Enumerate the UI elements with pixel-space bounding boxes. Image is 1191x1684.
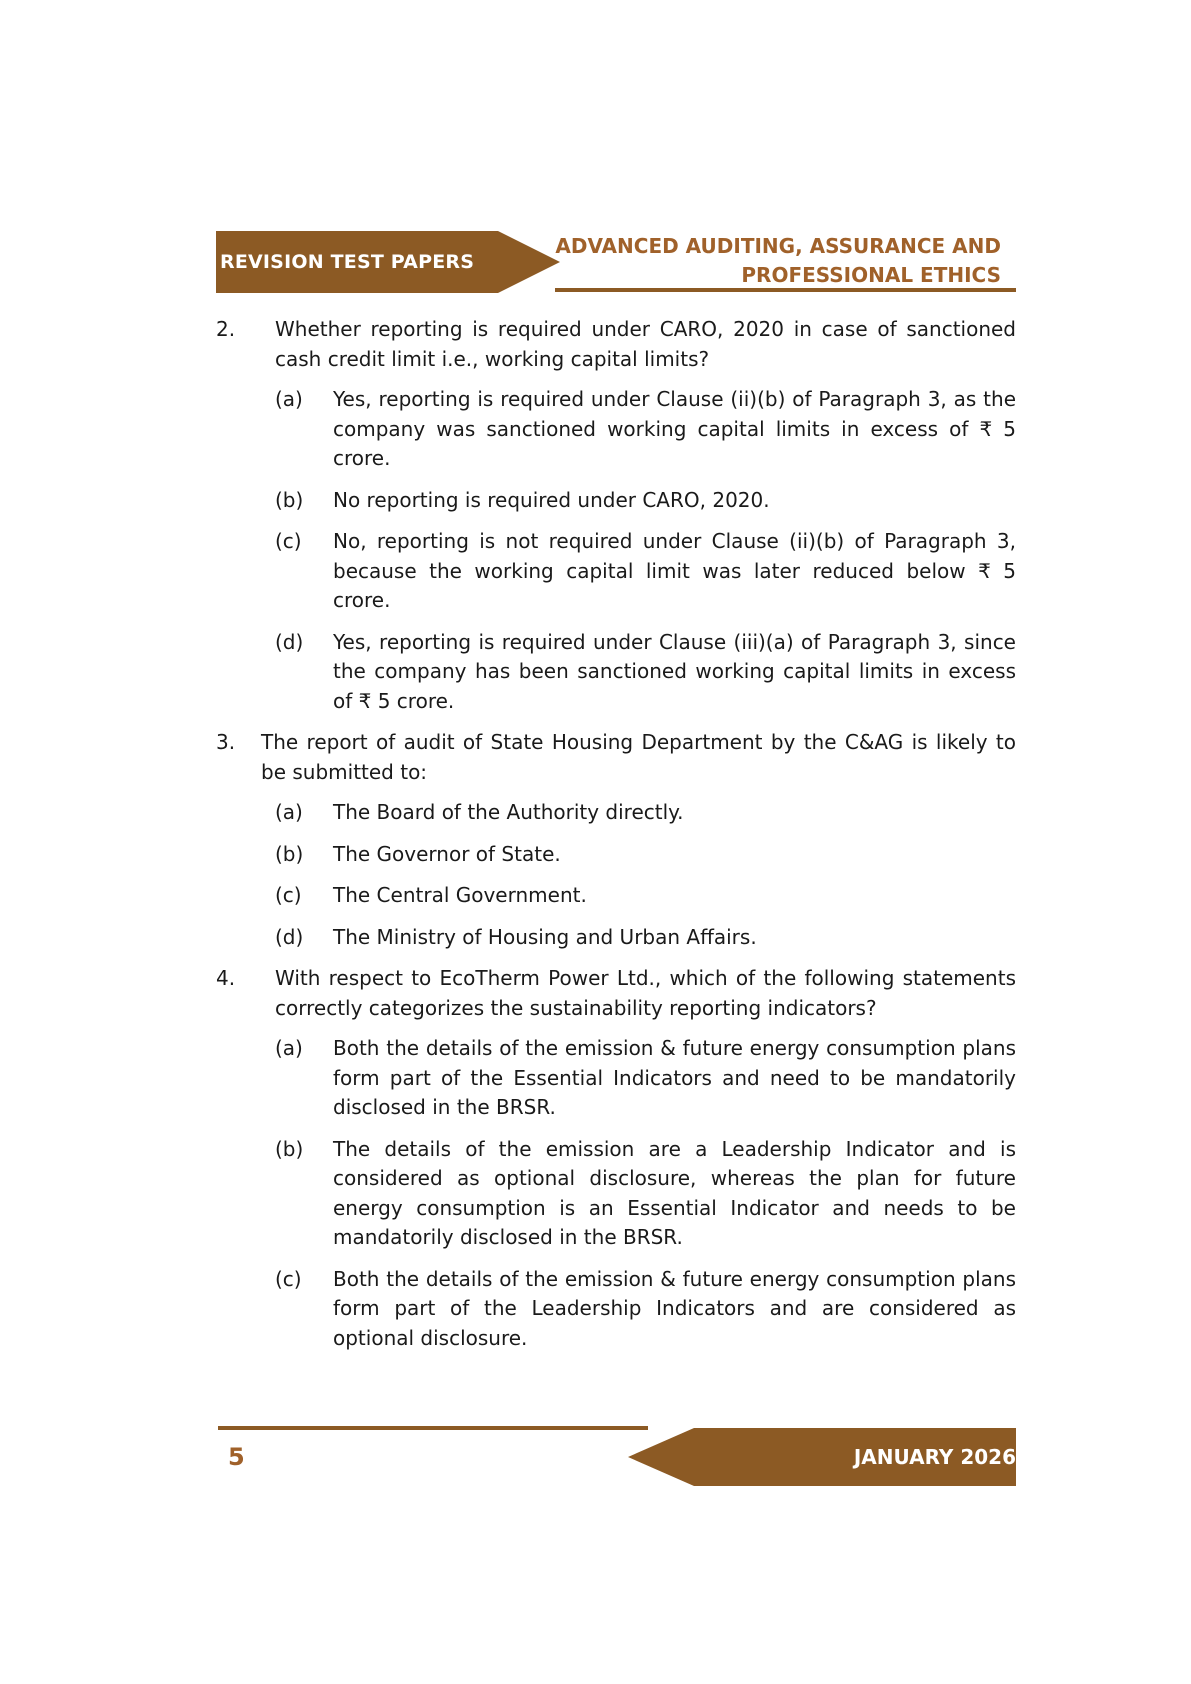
- header-left-label: REVISION TEST PAPERS: [220, 251, 475, 273]
- option-item: [275, 881, 1016, 911]
- page-title: [555, 232, 1001, 290]
- question-2: [216, 315, 1016, 716]
- option-text: The Board of the Authority directly.: [333, 800, 684, 824]
- option-list: [275, 385, 1016, 716]
- question-list: [216, 315, 1016, 1365]
- option-text: Yes, reporting is required under Clause (iii)(a) of Paragraph 3, since the company has been sanctioned working capital limits in excess of ₹ 5 crore.: [333, 629, 1016, 713]
- footer-arrow-shape: [628, 1428, 694, 1486]
- option-label: (a): [275, 1036, 303, 1060]
- option-list: [275, 798, 1016, 952]
- option-label: (b): [275, 487, 304, 512]
- option-item: [275, 628, 1016, 717]
- page-title-line2: PROFESSIONAL ETHICS: [741, 263, 1001, 287]
- option-text: The Ministry of Housing and Urban Affairs.: [333, 924, 757, 949]
- option-label: (b): [275, 1136, 304, 1161]
- option-text: No reporting is required under CARO, 2020.: [333, 487, 770, 512]
- option-item: [275, 923, 1016, 953]
- question-number: 3.: [216, 730, 236, 754]
- header-rule: [555, 288, 1016, 292]
- option-text: Yes, reporting is required under Clause (ii)(b) of Paragraph 3, as the company was sanctioned working capital limits in excess of ₹ 5 crore.: [333, 387, 1016, 470]
- option-item: [275, 385, 1016, 474]
- option-label: (a): [275, 800, 303, 824]
- option-label: (b): [275, 841, 304, 866]
- option-text: The Governor of State.: [333, 841, 561, 866]
- question-text: With respect to EcoTherm Power Ltd., which of the following statements correctly categorizes the sustainability reporting indicators?: [275, 966, 1016, 1020]
- option-item: [275, 1135, 1016, 1253]
- header-arrow-shape: [498, 231, 560, 293]
- option-label: (d): [275, 924, 304, 949]
- option-item: [275, 1034, 1016, 1123]
- footer-exam-label: JANUARY 2026 EXAMINATION: [853, 1445, 1016, 1527]
- option-label: (a): [275, 387, 303, 411]
- option-text: Both the details of the emission & future energy consumption plans form part of the Essential Indicators and need to be mandatorily disclosed in the BRSR.: [333, 1036, 1016, 1119]
- option-list: [275, 1034, 1016, 1353]
- option-text: Both the details of the emission & future energy consumption plans form part of the Leadership Indicators and are considered as optional disclosure.: [333, 1266, 1016, 1350]
- question-number: 4.: [216, 966, 236, 990]
- option-text: No, reporting is not required under Clause (ii)(b) of Paragraph 3, because the working capital limit was later reduced below ₹ 5 crore.: [333, 529, 1016, 612]
- option-item: [275, 798, 1016, 828]
- question-number: 2.: [216, 317, 236, 341]
- question-text: The report of audit of State Housing Department by the C&AG is likely to be submitted to:: [261, 730, 1016, 784]
- page-title-line1: ADVANCED AUDITING, ASSURANCE AND: [555, 234, 1001, 258]
- option-label: (c): [275, 883, 302, 907]
- option-item: [275, 527, 1016, 616]
- question-text: Whether reporting is required under CARO, 2020 in case of sanctioned cash credit limit i.e., working capital limits?: [275, 317, 1016, 371]
- option-item: [275, 486, 1016, 516]
- option-item: [275, 1265, 1016, 1354]
- question-4: [216, 964, 1016, 1353]
- option-item: [275, 840, 1016, 870]
- option-text: The details of the emission are a Leadership Indicator and is considered as optional disclosure, whereas the plan for future energy consumption is an Essential Indicator and needs to be mandatorily disclosed in the BRSR.: [333, 1136, 1016, 1249]
- option-label: (c): [275, 1266, 302, 1291]
- option-label: (d): [275, 629, 304, 654]
- footer-rule: [218, 1426, 648, 1430]
- page-number: 5: [228, 1443, 245, 1471]
- question-3: [216, 728, 1016, 952]
- option-text: The Central Government.: [333, 883, 587, 907]
- option-label: (c): [275, 529, 302, 553]
